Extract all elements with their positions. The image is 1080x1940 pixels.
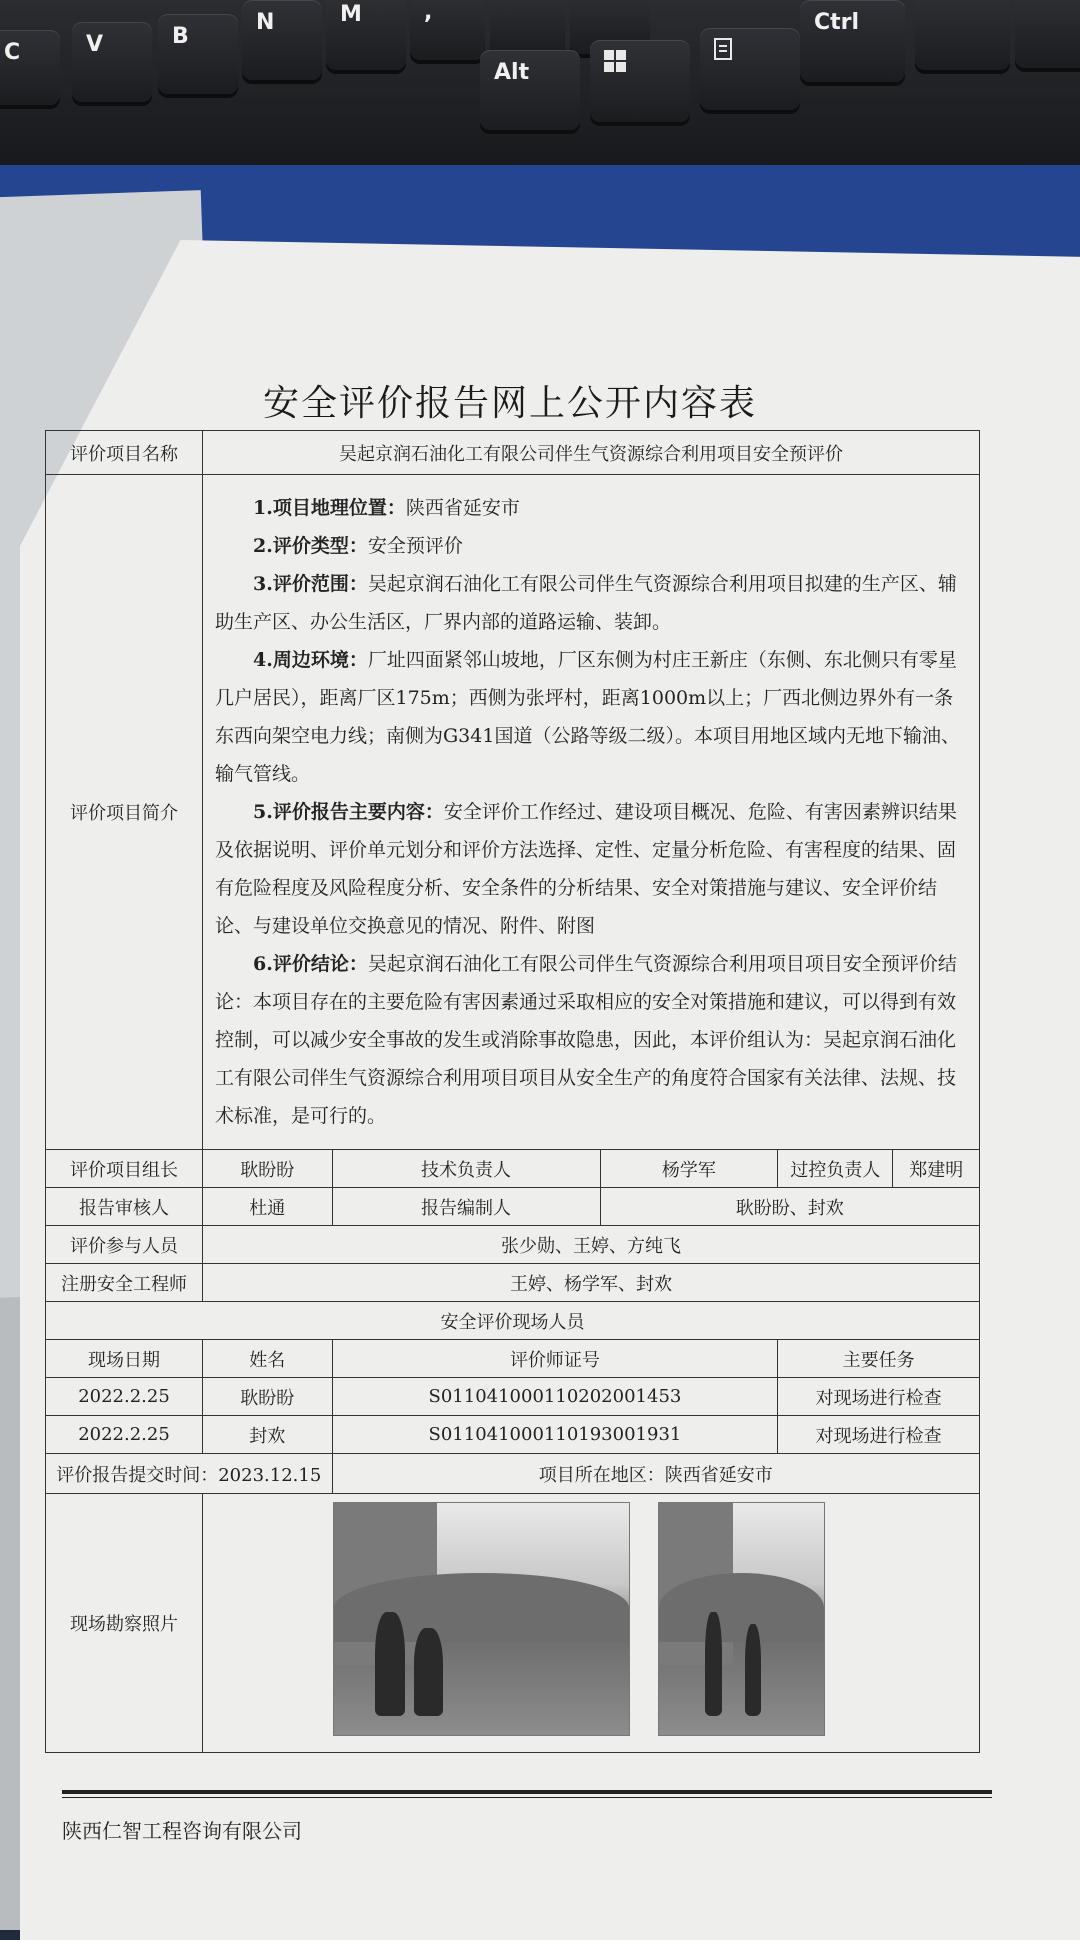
summary-text: 安全评价工作经过、建设项目概况、危险、有害因素辨识结果及依据说明、评价单元划分和评价方法选择、定性、定量分析危险、有害程度的结果、固有危险程度及风险程度分析、安全条件的分析结果、安全对策措施与建议、安全评价结论、与建设单位交换意见的情况、附件、附图	[215, 801, 957, 937]
summary-text: 吴起京润石油化工有限公司伴生气资源综合利用项目拟建的生产区、辅助生产区、办公生活区，厂界内部的道路运输、装卸。	[215, 573, 957, 633]
windows-icon	[604, 50, 626, 72]
site-task: 对现场进行检查	[778, 1416, 980, 1454]
keyboard	[0, 0, 1080, 175]
key-label: Alt	[494, 60, 530, 85]
author-label: 报告编制人	[332, 1188, 600, 1226]
key-left[interactable]	[915, 0, 1010, 70]
summary-item	[215, 793, 965, 945]
leader-label: 评价项目组长	[46, 1150, 203, 1188]
project-name: 吴起京润石油化工有限公司伴生气资源综合利用项目安全预评价	[203, 431, 980, 475]
summary-label: 评价项目简介	[46, 475, 203, 1150]
summary-item	[215, 945, 965, 1135]
key-label: B	[172, 24, 189, 49]
key-comma[interactable]	[410, 0, 485, 60]
summary-heading: 6.评价结论：	[253, 953, 368, 975]
site-header-date: 现场日期	[46, 1340, 203, 1378]
summary-text: 吴起京润石油化工有限公司伴生气资源综合利用项目项目安全预评价结论：本项目存在的主要危险有害因素通过采取相应的安全对策措施和建议，可以得到有效控制，可以减少安全事故的发生或消除事故隐患，因此，本评价组认为：吴起京润石油化工有限公司伴生气资源综合利用项目项目从安全生产的角度符合国家有关法律、法规、技术标准，是可行的。	[215, 953, 957, 1127]
key-m[interactable]	[326, 0, 406, 70]
site-header-task: 主要任务	[778, 1340, 980, 1378]
key-win[interactable]	[590, 40, 690, 122]
summary-item	[215, 527, 965, 565]
site-photo	[333, 1502, 630, 1736]
summary-item	[215, 565, 965, 641]
summary-heading: 1.项目地理位置：	[253, 497, 406, 519]
table-row	[46, 1378, 980, 1416]
site-name: 封欢	[203, 1416, 333, 1454]
summary-heading: 4.周边环境：	[253, 649, 368, 671]
site-cert: S011041000110193001931	[332, 1416, 778, 1454]
site-name: 耿盼盼	[203, 1378, 333, 1416]
summary-heading: 5.评价报告主要内容：	[253, 801, 444, 823]
key-c[interactable]	[0, 30, 60, 105]
key-label: ,	[424, 0, 433, 25]
submit-time: 评价报告提交时间：2023.12.15	[46, 1454, 333, 1494]
site-cert: S011041000110202001453	[332, 1378, 778, 1416]
process-value: 郑建明	[893, 1150, 980, 1188]
site-date: 2022.2.25	[46, 1378, 203, 1416]
summary-text: 厂址四面紧邻山坡地，厂区东侧为村庄王新庄（东侧、东北侧只有零星几户居民），距离厂区175m；西侧为张坪村，距离1000m以上；厂西北侧边界外有一条东西向架空电力线；南侧为G341国道（公路等级二级）。本项目用地区域内无地下输油、输气管线。	[215, 649, 960, 785]
key-period[interactable]	[490, 0, 565, 56]
engineers-value: 王婷、杨学军、封欢	[203, 1264, 980, 1302]
menu-icon	[714, 38, 732, 60]
site-date: 2022.2.25	[46, 1416, 203, 1454]
photos-label: 现场勘察照片	[46, 1494, 203, 1753]
key-n[interactable]	[242, 0, 322, 80]
leader-value: 耿盼盼	[203, 1150, 333, 1188]
reviewer-label: 报告审核人	[46, 1188, 203, 1226]
site-section-title: 安全评价现场人员	[46, 1302, 980, 1340]
footer-divider-thin	[62, 1797, 992, 1798]
project-name-label: 评价项目名称	[46, 431, 203, 475]
project-summary	[203, 475, 980, 1150]
process-label: 过控负责人	[778, 1150, 893, 1188]
site-task: 对现场进行检查	[778, 1378, 980, 1416]
summary-heading: 2.评价类型：	[253, 535, 368, 557]
engineers-label: 注册安全工程师	[46, 1264, 203, 1302]
site-header-cert: 评价师证号	[332, 1340, 778, 1378]
table-row	[46, 1416, 980, 1454]
key-v[interactable]	[72, 22, 152, 102]
author-value: 耿盼盼、封欢	[600, 1188, 980, 1226]
key-alt[interactable]	[480, 50, 580, 130]
key-menu[interactable]	[700, 28, 800, 110]
footer-divider	[62, 1790, 992, 1794]
tech-value: 杨学军	[600, 1150, 778, 1188]
key-label: V	[86, 32, 104, 57]
tech-label: 技术负责人	[332, 1150, 600, 1188]
site-photos	[203, 1494, 980, 1753]
key-label: C	[4, 40, 21, 65]
site-photo	[658, 1502, 825, 1736]
key-b[interactable]	[158, 14, 238, 94]
participants-label: 评价参与人员	[46, 1226, 203, 1264]
key-label: M	[340, 2, 362, 27]
disclosure-table	[45, 430, 980, 1753]
summary-item	[215, 641, 965, 793]
reviewer-value: 杜通	[203, 1188, 333, 1226]
key-label: Ctrl	[814, 10, 860, 35]
summary-heading: 3.评价范围：	[253, 573, 368, 595]
document-title: 安全评价报告网上公开内容表	[262, 383, 757, 424]
project-location: 项目所在地区：陕西省延安市	[332, 1454, 979, 1494]
key-ctrl[interactable]	[800, 0, 905, 82]
site-header-name: 姓名	[203, 1340, 333, 1378]
company-name: 陕西仁智工程咨询有限公司	[62, 1819, 302, 1843]
key-label: N	[256, 10, 275, 35]
key-down[interactable]	[1015, 0, 1080, 68]
participants-value: 张少勋、王婷、方纯飞	[203, 1226, 980, 1264]
summary-text: 安全预评价	[367, 535, 463, 557]
summary-text: 陕西省延安市	[405, 497, 520, 519]
summary-item	[215, 489, 965, 527]
